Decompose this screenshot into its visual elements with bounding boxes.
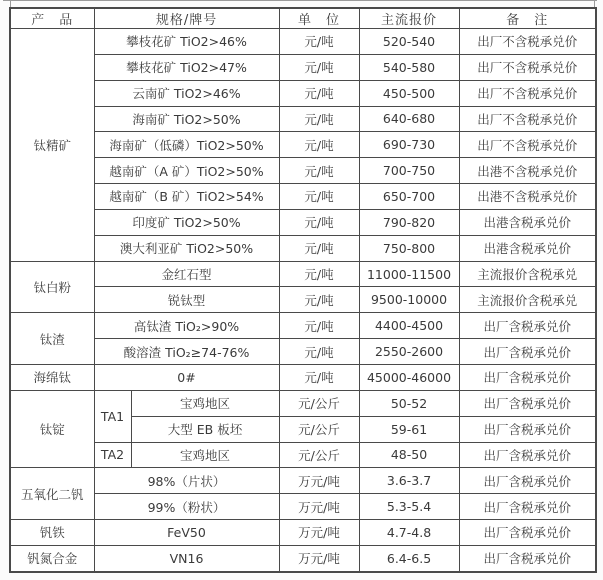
spec-cell: 云南矿 TiO2>46% [94,80,279,106]
price-cell: 11000-11500 [359,261,459,287]
price-cell: 9500-10000 [359,287,459,313]
note-cell: 出厂含税承兑价 [459,364,596,390]
price-cell: 2550-2600 [359,339,459,365]
product-cell: 钛锭 [10,390,94,468]
product-cell: 钛白粉 [10,261,94,313]
grade-cell: TA2 [94,442,131,468]
price-cell: 59-61 [359,416,459,442]
price-cell: 450-500 [359,80,459,106]
note-cell: 出厂含税承兑价 [459,313,596,339]
price-cell: 6.4-6.5 [359,545,459,572]
spec-cell: 99%（粉状） [94,494,279,520]
spec-cell: 金红石型 [94,261,279,287]
table-row [10,54,596,80]
table-row [10,287,596,313]
product-cell: 钛渣 [10,313,94,365]
price-cell: 640-680 [359,106,459,132]
header-spec: 规格/牌号 [94,8,279,29]
header-product: 产 品 [10,8,94,29]
spec-cell: 攀枝花矿 TiO2>47% [94,54,279,80]
unit-cell: 元/吨 [279,106,359,132]
product-cell: 钒铁 [10,520,94,546]
table-row [10,132,596,158]
product-cell: 钛精矿 [10,29,94,262]
note-cell: 出厂不含税承兑价 [459,54,596,80]
unit-cell: 万元/吨 [279,468,359,494]
table-row [10,390,596,416]
header-unit: 单 位 [279,8,359,29]
table-row [10,184,596,210]
unit-cell: 元/吨 [279,339,359,365]
note-cell: 出港含税承兑价 [459,209,596,235]
spec-cell: 攀枝花矿 TiO2>46% [94,29,279,55]
price-cell: 700-750 [359,158,459,184]
price-cell: 540-580 [359,54,459,80]
unit-cell: 元/吨 [279,184,359,210]
spec-cell: 海南矿（低磷）TiO2>50% [94,132,279,158]
price-cell: 5.3-5.4 [359,494,459,520]
price-cell: 520-540 [359,29,459,55]
unit-cell: 元/吨 [279,54,359,80]
unit-cell: 元/吨 [279,287,359,313]
cropped-edge-tick-right [594,0,595,7]
unit-cell: 元/吨 [279,235,359,261]
spec-cell: 宝鸡地区 [131,390,279,416]
table-row [10,80,596,106]
price-cell: 3.6-3.7 [359,468,459,494]
spec-cell: 印度矿 TiO2>50% [94,209,279,235]
spec-cell: 宝鸡地区 [131,442,279,468]
table-row [10,442,596,468]
unit-cell: 元/吨 [279,209,359,235]
spec-cell: 高钛渣 TiO₂>90% [94,313,279,339]
price-cell: 4400-4500 [359,313,459,339]
unit-cell: 万元/吨 [279,494,359,520]
unit-cell: 元/公斤 [279,390,359,416]
note-cell: 主流报价含税承兑 [459,287,596,313]
table-row [10,261,596,287]
unit-cell: 元/公斤 [279,416,359,442]
unit-cell: 元/吨 [279,261,359,287]
unit-cell: 元/吨 [279,132,359,158]
spec-cell: 大型 EB 板坯 [131,416,279,442]
table-row [10,364,596,390]
note-cell: 出厂含税承兑价 [459,416,596,442]
unit-cell: 万元/吨 [279,520,359,546]
cropped-edge-line [3,0,597,1]
price-cell: 48-50 [359,442,459,468]
spec-cell: 越南矿（A 矿）TiO2>50% [94,158,279,184]
spec-cell: VN16 [94,545,279,572]
product-cell: 五氧化二钒 [10,468,94,520]
spec-cell: FeV50 [94,520,279,546]
note-cell: 出厂含税承兑价 [459,520,596,546]
table-row [10,209,596,235]
table-body [10,29,596,573]
spec-cell: 0# [94,364,279,390]
note-cell: 出港含税承兑价 [459,235,596,261]
grade-cell: TA1 [94,390,131,442]
spec-cell: 澳大利亚矿 TiO2>50% [94,235,279,261]
note-cell: 出厂含税承兑价 [459,442,596,468]
spec-cell: 锐钛型 [94,287,279,313]
unit-cell: 元/吨 [279,29,359,55]
note-cell: 出厂不含税承兑价 [459,132,596,158]
table-row [10,520,596,546]
table-row [10,235,596,261]
price-cell: 750-800 [359,235,459,261]
note-cell: 出厂含税承兑价 [459,390,596,416]
table-row [10,494,596,520]
product-cell: 海绵钛 [10,364,94,390]
price-cell: 4.7-4.8 [359,520,459,546]
spec-cell: 酸溶渣 TiO₂≥74-76% [94,339,279,365]
table-row [10,545,596,572]
price-cell: 790-820 [359,209,459,235]
table-row [10,339,596,365]
note-cell: 出厂含税承兑价 [459,545,596,572]
header-price: 主流报价 [359,8,459,29]
note-cell: 出厂不含税承兑价 [459,106,596,132]
note-cell: 出港不含税承兑价 [459,158,596,184]
header-row [10,8,596,29]
note-cell: 出厂含税承兑价 [459,494,596,520]
price-cell: 690-730 [359,132,459,158]
unit-cell: 万元/吨 [279,545,359,572]
note-cell: 出厂含税承兑价 [459,468,596,494]
unit-cell: 元/吨 [279,313,359,339]
table-row [10,313,596,339]
price-cell: 650-700 [359,184,459,210]
unit-cell: 元/公斤 [279,442,359,468]
unit-cell: 元/吨 [279,80,359,106]
unit-cell: 元/吨 [279,364,359,390]
header-note: 备 注 [459,8,596,29]
note-cell: 出港不含税承兑价 [459,184,596,210]
product-cell: 钒氮合金 [10,545,94,572]
note-cell: 出厂不含税承兑价 [459,29,596,55]
spec-cell: 海南矿 TiO2>50% [94,106,279,132]
unit-cell: 元/吨 [279,158,359,184]
spec-cell: 98%（片状） [94,468,279,494]
table-row [10,29,596,55]
note-cell: 出厂不含税承兑价 [459,80,596,106]
note-cell: 主流报价含税承兑 [459,261,596,287]
note-cell: 出厂含税承兑价 [459,339,596,365]
table-row [10,468,596,494]
table-row [10,106,596,132]
price-cell: 45000-46000 [359,364,459,390]
price-table [9,7,597,573]
price-cell: 50-52 [359,390,459,416]
table-row [10,158,596,184]
spec-cell: 越南矿（B 矿）TiO2>54% [94,184,279,210]
cropped-edge-tick-left [10,0,11,7]
